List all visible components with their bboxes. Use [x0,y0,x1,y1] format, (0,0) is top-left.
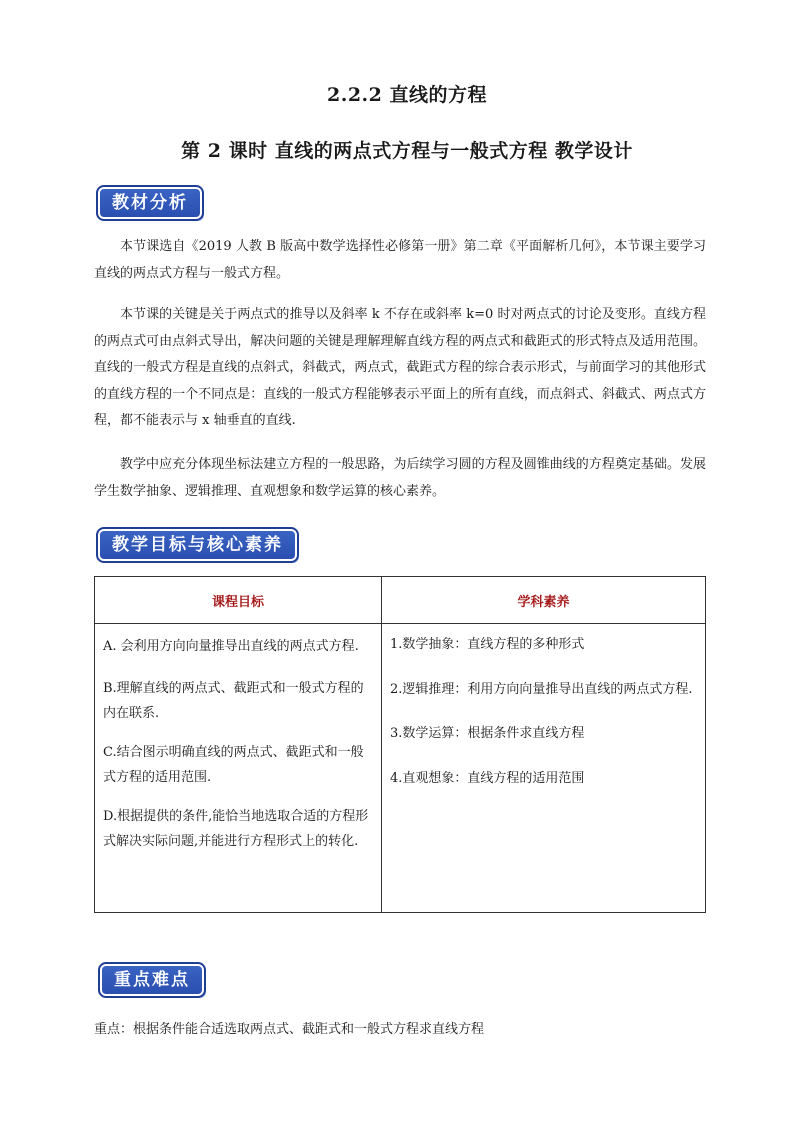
course-goal-c: C.结合图示明确直线的两点式、截距式和一般式方程的适用范围. [103,745,364,785]
literacy-1: 1.数学抽象：直线方程的多种形式 [390,637,585,652]
section-badge-focus: 重点难点 [100,964,204,996]
course-goals-cell [95,624,382,913]
goals-table [94,576,706,913]
table-row [95,624,706,913]
analysis-paragraph-3: 教学中应充分体现坐标法建立方程的一般思路，为后续学习圆的方程及圆锥曲线的方程奠定基础。发展学生数学抽象、逻辑推理、直观想象和数学运算的核心素养。 [94,457,706,499]
literacy-3: 3.数学运算：根据条件求直线方程 [390,726,585,741]
page-title: 2.2.2 直线的方程 [326,84,487,106]
analysis-paragraph-1: 本节课选自《2019 人教 B 版高中数学选择性必修第一册》第二章《平面解析几何》，本节课主要学习直线的两点式方程与一般式方程。 [94,239,706,281]
page-subtitle: 第 2 课时 直线的两点式方程与一般式方程 教学设计 [181,140,633,162]
header-literacy: 学科素养 [382,577,706,624]
course-goal-b: B.理解直线的两点式、截距式和一般式方程的内在联系. [103,681,364,721]
table-header-row [95,577,706,624]
course-goal-d: D.根据提供的条件,能恰当地选取合适的方程形式解决实际问题,并能进行方程形式上的转化. [103,809,369,849]
course-goal-a: A. 会利用方向向量推导出直线的两点式方程. [103,639,359,654]
literacy-cell [382,624,706,913]
section-badge-analysis: 教材分析 [98,187,202,219]
key-point-text: 重点：根据条件能合适选取两点式、截距式和一般式方程求直线方程 [94,1022,485,1037]
header-course-goals: 课程目标 [95,577,382,624]
analysis-paragraph-2: 本节课的关键是关于两点式的推导以及斜率 k 不存在或斜率 k=0 时对两点式的讨论及变形。直线方程的两点式可由点斜式导出，解决问题的关键是理解理解直线方程的两点式和截距式的形式特点及适用范围。直线的一般式方程是直线的点斜式，斜截式，两点式，截距式方程的综合表示形式，与前面学习的其他形式的直线方程的一个不同点是：直线的一般式方程能够表示平面上的所有直线，而点斜式、斜截式、两点式方程，都不能表示与 x 轴垂直的直线. [94,307,706,428]
literacy-2: 2.逻辑推理：利用方向向量推导出直线的两点式方程. [390,681,693,697]
section-badge-goals: 教学目标与核心素养 [98,529,297,561]
literacy-4: 4.直观想象：直线方程的适用范围 [390,770,585,786]
